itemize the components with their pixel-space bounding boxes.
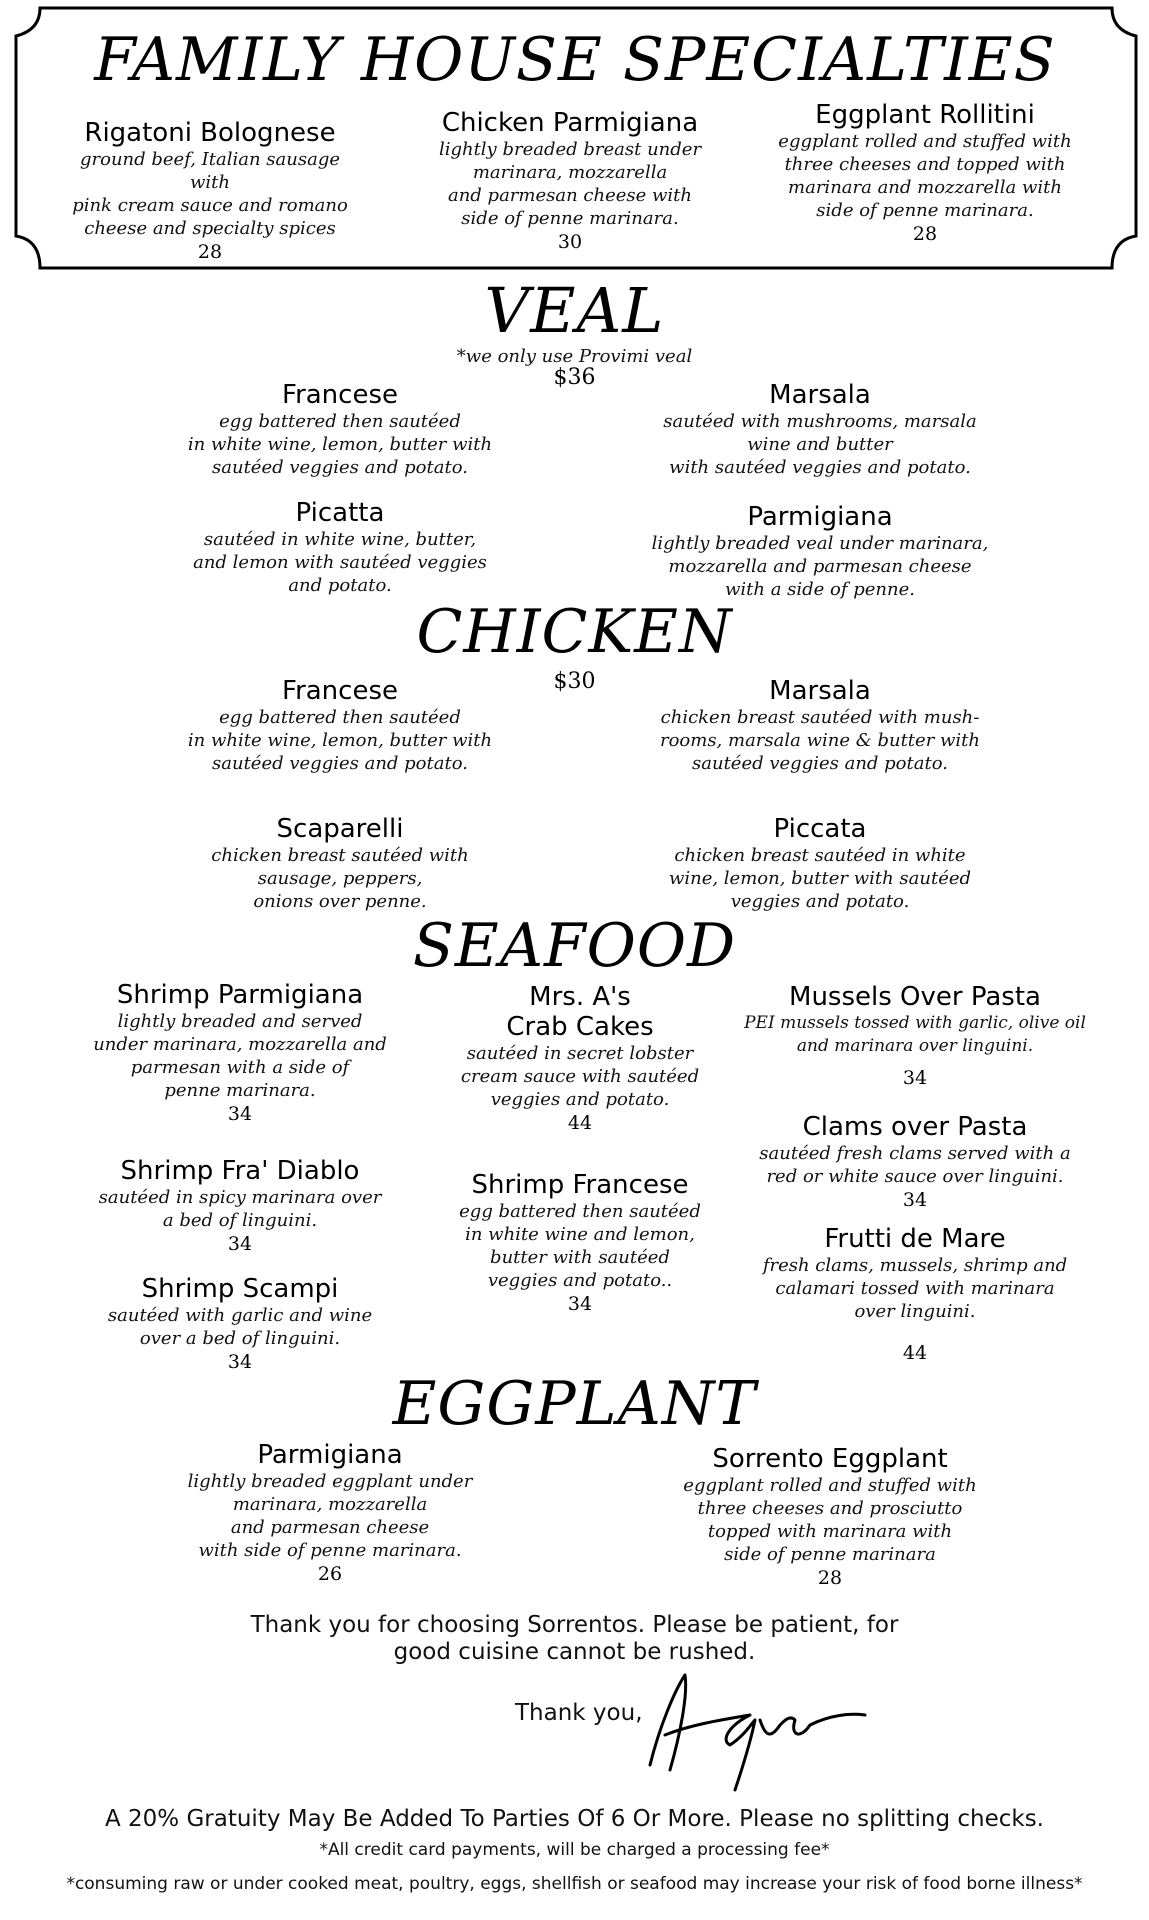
item-desc: sautéed in spicy marinara over a bed of linguini. xyxy=(98,1187,382,1231)
item-name: Francese xyxy=(282,676,398,706)
item-name: Piccata xyxy=(773,814,867,844)
veal-item-picatta xyxy=(170,498,510,597)
signature-image xyxy=(630,1665,870,1795)
veal-item-marsala xyxy=(640,380,1000,479)
food-safety-warning: *consuming raw or under cooked meat, poultry, eggs, shellfish or seafood may increase your risk of food borne illness* xyxy=(66,1874,1083,1894)
item-desc: chicken breast sautéed in white wine, lemon, butter with sautéed veggies and potato. xyxy=(668,845,972,912)
item-desc: egg battered then sautéed in white wine, lemon, butter with sautéed veggies and potato. xyxy=(187,707,493,774)
item-desc: lightly breaded and served under marinara, mozzarella and parmesan with a side of penne marinara. xyxy=(93,1011,387,1101)
item-desc: sautéed with garlic and wine over a bed of linguini. xyxy=(107,1305,373,1349)
item-name: Shrimp Fra' Diablo xyxy=(120,1156,360,1186)
seafood-item-mussels xyxy=(735,982,1095,1090)
item-price: 34 xyxy=(227,1103,253,1125)
item-name: Clams over Pasta xyxy=(802,1112,1028,1142)
item-price: 26 xyxy=(317,1563,343,1585)
item-price: 28 xyxy=(912,223,938,245)
seafood-item-shrimp-francese xyxy=(430,1170,730,1316)
item-name: Mrs. A's xyxy=(529,982,631,1012)
item-name: Francese xyxy=(282,380,398,410)
item-desc: lightly breaded breast under marinara, mozzarella and parmesan cheese with side of penne marinara. xyxy=(438,139,702,229)
credit-card-notice: *All credit card payments, will be charged a processing fee* xyxy=(319,1840,830,1860)
item-name: Frutti de Mare xyxy=(824,1224,1006,1254)
seafood-title: SEAFOOD xyxy=(412,911,737,981)
item-name: Parmigiana xyxy=(257,1440,403,1470)
eggplant-item-sorrento xyxy=(660,1444,1000,1590)
item-name: Marsala xyxy=(769,676,871,706)
chicken-item-piccata xyxy=(650,814,990,913)
item-name: Picatta xyxy=(295,498,385,528)
item-desc: eggplant rolled and stuffed with three cheeses and topped with marinara and mozzarella with side of penne marinara. xyxy=(778,131,1072,221)
item-name: Scaparelli xyxy=(276,814,404,844)
item-desc: egg battered then sautéed in white wine, lemon, butter with sautéed veggies and potato. xyxy=(187,411,493,478)
item-price: 34 xyxy=(567,1293,593,1315)
item-desc: sautéed in secret lobster cream sauce with sautéed veggies and potato. xyxy=(460,1043,700,1110)
item-price: 30 xyxy=(557,231,583,253)
veal-item-parmigiana xyxy=(630,502,1010,601)
item-price: 28 xyxy=(817,1567,843,1589)
specialty-item-rigatoni xyxy=(60,118,360,264)
item-desc: sautéed fresh clams served with a red or white sauce over linguini. xyxy=(759,1143,1071,1187)
item-desc: PEI mussels tossed with garlic, olive oil and marinara over linguini. xyxy=(744,1013,1086,1056)
item-name: Marsala xyxy=(769,380,871,410)
item-desc: fresh clams, mussels, shrimp and calamari tossed with marinara over linguini. xyxy=(762,1255,1068,1322)
item-price: 34 xyxy=(227,1351,253,1373)
item-price: 34 xyxy=(227,1233,253,1255)
specialties-title: FAMILY HOUSE SPECIALTIES xyxy=(94,25,1056,95)
chicken-title: CHICKEN xyxy=(416,597,733,667)
item-name: Shrimp Scampi xyxy=(141,1274,339,1304)
veal-title: VEAL xyxy=(484,274,665,347)
chicken-price: $30 xyxy=(553,669,596,694)
specialty-item-chicken-parmigiana xyxy=(420,108,720,254)
seafood-item-crab-cakes xyxy=(430,982,730,1135)
item-price: 44 xyxy=(567,1112,593,1134)
gratuity-notice: A 20% Gratuity May Be Added To Parties Of 6 Or More. Please no splitting checks. xyxy=(104,1806,1044,1832)
veal-item-francese xyxy=(170,380,510,479)
item-price: 34 xyxy=(902,1067,928,1089)
item-name: Chicken Parmigiana xyxy=(441,108,699,138)
seafood-item-shrimp-scampi xyxy=(80,1274,400,1374)
seafood-item-shrimp-fra-diablo xyxy=(80,1156,400,1256)
item-desc: egg battered then sautéed in white wine and lemon, butter with sautéed veggies and potato.. xyxy=(459,1201,701,1291)
item-desc: lightly breaded eggplant under marinara, mozzarella and parmesan cheese with side of penne marinara. xyxy=(187,1471,473,1561)
eggplant-title: EGGPLANT xyxy=(392,1369,757,1439)
item-desc: sautéed with mushrooms, marsala wine and butter with sautéed veggies and potato. xyxy=(663,411,977,478)
item-name: Sorrento Eggplant xyxy=(712,1444,948,1474)
item-desc: lightly breaded veal under marinara, mozzarella and parmesan cheese with a side of penne. xyxy=(651,533,989,600)
item-price: 44 xyxy=(902,1342,928,1364)
veal-note: *we only use Provimi veal xyxy=(456,346,693,367)
chicken-item-francese xyxy=(170,676,510,775)
item-name: Eggplant Rollitini xyxy=(815,100,1035,130)
chicken-item-marsala xyxy=(640,676,1000,775)
seafood-item-frutti-de-mare xyxy=(735,1224,1095,1365)
item-name: Parmigiana xyxy=(747,502,893,532)
seafood-item-shrimp-parmigiana xyxy=(70,980,410,1126)
item-price: 34 xyxy=(902,1189,928,1211)
item-desc: sautéed in white wine, butter, and lemon with sautéed veggies and potato. xyxy=(193,529,487,596)
thanks-message: Thank you for choosing Sorrentos. Please be patient, for good cuisine cannot be rushed. xyxy=(250,1612,899,1665)
seafood-item-clams xyxy=(735,1112,1095,1212)
item-desc: ground beef, Italian sausage with pink cream sauce and romano cheese and specialty spices xyxy=(72,149,348,239)
item-desc: chicken breast sautéed with sausage, peppers, onions over penne. xyxy=(211,845,469,912)
item-name: Rigatoni Bolognese xyxy=(84,118,336,148)
item-name: Mussels Over Pasta xyxy=(789,982,1041,1012)
item-price: 28 xyxy=(197,241,223,263)
eggplant-item-parmigiana xyxy=(160,1440,500,1586)
specialty-item-eggplant-rollitini xyxy=(760,100,1090,246)
chicken-item-scaparelli xyxy=(180,814,500,913)
veal-price: $36 xyxy=(553,365,596,390)
item-name: Shrimp Francese xyxy=(471,1170,689,1200)
item-desc: eggplant rolled and stuffed with three cheeses and prosciutto topped with marinara with side of penne marinara xyxy=(683,1475,977,1565)
item-name-line2: Crab Cakes xyxy=(506,1012,654,1042)
thank-you-text: Thank you, xyxy=(515,1700,643,1726)
item-desc: chicken breast sautéed with mush- rooms, marsala wine & butter with sautéed veggies and potato. xyxy=(659,707,981,774)
item-name: Shrimp Parmigiana xyxy=(116,980,364,1010)
